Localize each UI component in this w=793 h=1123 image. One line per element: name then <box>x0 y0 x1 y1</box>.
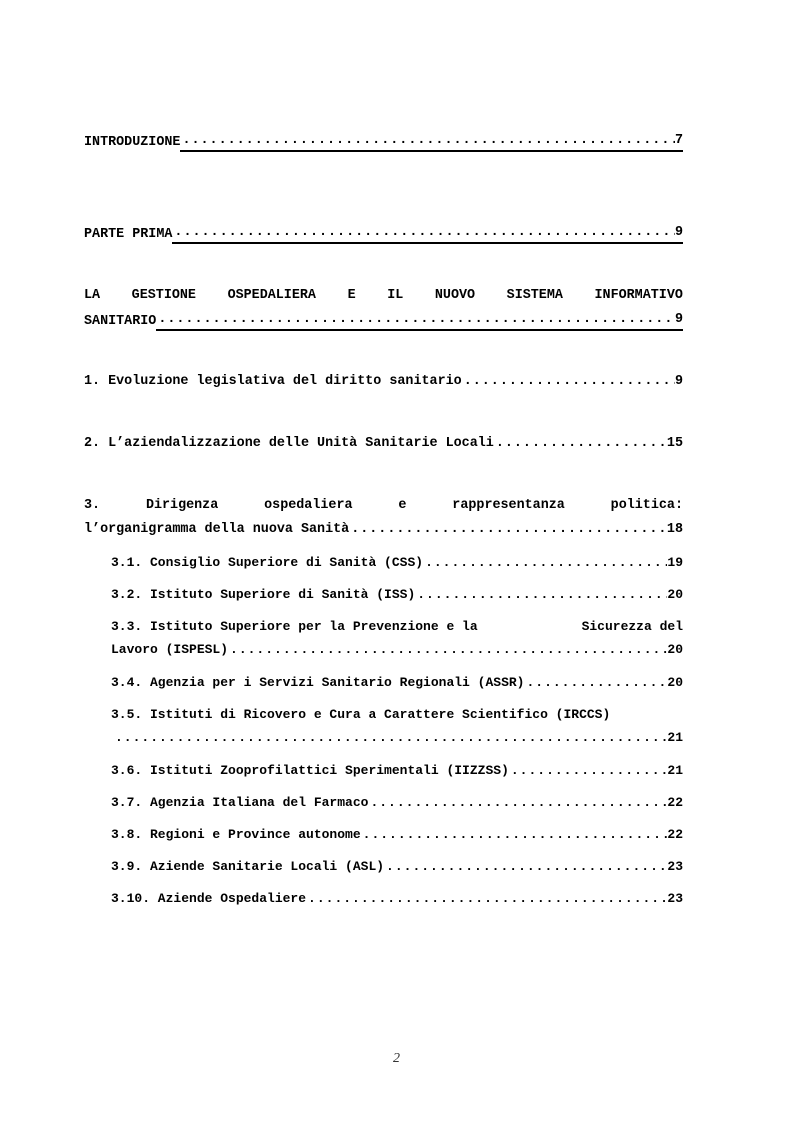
leader-dots <box>156 311 675 331</box>
toc-title: l’organigramma della nuova Sanità <box>84 522 350 537</box>
toc-title: 3.7. Agenzia Italiana del Farmaco <box>111 795 369 810</box>
toc-subentry-3-8[interactable] <box>111 826 683 844</box>
toc-entry-introduzione[interactable] <box>84 132 683 152</box>
toc-page: 7 <box>675 132 683 152</box>
word: SISTEMA <box>506 288 563 303</box>
toc-page: 9 <box>675 224 683 244</box>
word: LA <box>84 288 101 303</box>
toc-subentry-3-6[interactable] <box>111 762 683 780</box>
leader-dots <box>361 826 668 844</box>
leader-dots <box>368 794 667 812</box>
justified-line <box>84 497 683 515</box>
toc-page: 15 <box>666 436 683 451</box>
toc-entry-chapter-1[interactable] <box>84 373 683 391</box>
toc-page: 9 <box>675 311 683 331</box>
leader-dots <box>415 586 667 604</box>
toc-subentry-3-9[interactable] <box>111 858 683 876</box>
toc-subentry-3-10[interactable] <box>111 890 683 908</box>
toc-entry-parte-prima[interactable] <box>84 224 683 244</box>
leader-dots <box>509 762 668 780</box>
toc-title: 3.1. Consiglio Superiore di Sanità (CSS) <box>111 555 424 570</box>
leader-dots <box>494 435 667 453</box>
toc-page: 20 <box>667 587 683 602</box>
word: rappresentanza <box>452 498 565 513</box>
word: Dirigenza <box>145 498 219 513</box>
word: INFORMATIVO <box>594 288 683 303</box>
toc-page: 9 <box>674 374 683 389</box>
leader-dots <box>111 729 667 747</box>
toc-title: Lavoro (ISPESL) <box>111 642 229 657</box>
word: OSPEDALIERA <box>227 288 316 303</box>
word: ospedaliera <box>264 498 353 513</box>
toc-title: 3.6. Istituti Zooprofilattici Sperimentali (IIZZSS) <box>111 763 509 778</box>
toc-page: 20 <box>667 642 683 657</box>
toc-subentry-3-2[interactable] <box>111 586 683 604</box>
toc-subentry-3-5[interactable] <box>111 706 683 747</box>
page-number: 2 <box>393 1051 400 1066</box>
toc-title: INTRODUZIONE <box>84 135 181 150</box>
toc-title: 3.4. Agenzia per i Servizi Sanitario Regionali (ASSR) <box>111 675 525 690</box>
toc-title: 2. L’aziendalizzazione delle Unità Sanitarie Locali <box>84 436 494 451</box>
word: GESTIONE <box>131 288 196 303</box>
toc-title: 3.9. Aziende Sanitarie Locali (ASL) <box>111 859 385 874</box>
toc-entry-gestione-ospedaliera[interactable] <box>84 287 683 331</box>
toc-page: 21 <box>667 763 683 778</box>
text-segment: 3.3. Istituto Superiore per la Prevenzione e la <box>111 619 478 634</box>
toc-page: 22 <box>667 795 683 810</box>
toc-page: 23 <box>667 891 683 906</box>
toc-subentry-3-3[interactable] <box>111 618 683 659</box>
leader-dots <box>349 521 667 539</box>
word: 3. <box>84 498 101 513</box>
leader-dots <box>172 224 675 244</box>
toc-title: SANITARIO <box>84 314 157 329</box>
leader-dots <box>524 674 667 692</box>
toc-subentry-3-4[interactable] <box>111 674 683 692</box>
justified-line <box>111 618 683 636</box>
toc-title: PARTE PRIMA <box>84 227 173 242</box>
word: IL <box>387 288 404 303</box>
toc-title: 1. Evoluzione legislativa del diritto sanitario <box>84 374 462 389</box>
leader-dots <box>384 858 667 876</box>
toc-subentry-3-1[interactable] <box>111 554 683 572</box>
toc-title: 3.8. Regioni e Province autonome <box>111 827 361 842</box>
word: E <box>347 288 356 303</box>
justified-line <box>111 706 683 724</box>
toc-page: 18 <box>666 522 683 537</box>
toc-page: 23 <box>667 859 683 874</box>
leader-dots <box>462 373 675 391</box>
word: NUOVO <box>434 288 476 303</box>
leader-dots <box>423 554 667 572</box>
toc-subentry-3-7[interactable] <box>111 794 683 812</box>
text-segment: 3.5. Istituti di Ricovero e Cura a Carattere Scientifico (IRCCS) <box>111 707 611 722</box>
leader-dots <box>306 890 667 908</box>
leader-dots <box>228 641 667 659</box>
justified-line <box>84 287 683 305</box>
word: e <box>398 498 407 513</box>
text-segment: Sicurezza del <box>581 619 683 634</box>
toc-page: 20 <box>667 675 683 690</box>
toc-page: 19 <box>667 555 683 570</box>
toc-page: 21 <box>667 730 683 745</box>
leader-dots <box>180 132 675 152</box>
word: politica: <box>610 498 683 513</box>
toc-page: 22 <box>667 827 683 842</box>
toc-entry-chapter-2[interactable] <box>84 435 683 453</box>
toc-title: 3.10. Aziende Ospedaliere <box>111 891 307 906</box>
toc-entry-chapter-3[interactable] <box>84 497 683 539</box>
toc-title: 3.2. Istituto Superiore di Sanità (ISS) <box>111 587 416 602</box>
